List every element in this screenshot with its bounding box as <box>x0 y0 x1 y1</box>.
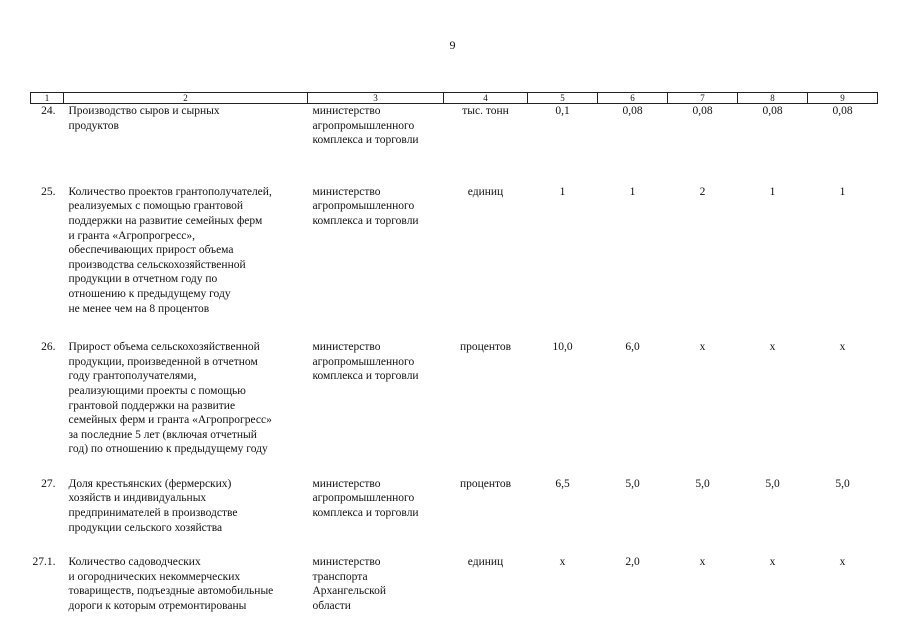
ministry-line: министерство <box>312 477 381 490</box>
table-row <box>31 477 878 535</box>
indicator-name-line: продукции, произведенной в отчетном <box>68 355 258 368</box>
indicator-name-line: году грантополучателями, <box>68 370 197 383</box>
indicator-name-line: реализующими проекты с помощью <box>68 384 246 397</box>
unit-of-measure: единиц <box>467 556 504 569</box>
unit-of-measure: единиц <box>467 185 504 198</box>
indicator-name-line: товариществ, подъездные автомобильные <box>68 585 274 598</box>
indicator-name <box>64 477 308 535</box>
table-row <box>31 104 878 148</box>
indicator-name-line: Производство сыров и сырных <box>68 105 220 117</box>
column-number: 6 <box>598 93 668 104</box>
ministry-line: комплекса и торговли <box>312 214 419 227</box>
ministry-line: агропромышленного <box>312 492 415 505</box>
indicator-name-line: Количество проектов грантополучателей, <box>68 185 272 198</box>
indicator-value: 5,0 <box>625 477 640 490</box>
column-number: 5 <box>528 93 598 104</box>
indicator-name-line: дороги к которым отремонтированы <box>68 600 247 613</box>
table-body <box>31 104 878 614</box>
indicator-name-line: Доля крестьянских (фермерских) <box>68 477 232 490</box>
indicator-value: 10,0 <box>552 341 573 354</box>
indicator-value: х <box>839 556 846 569</box>
column-number: 2 <box>64 93 308 104</box>
responsible-ministry <box>308 104 444 148</box>
indicator-name-line: отношению к предыдущему году <box>68 287 231 300</box>
column-number: 3 <box>308 93 444 104</box>
indicator-name-line: Количество садоводческих <box>68 556 201 569</box>
indicators-table <box>30 92 878 614</box>
row-spacer-cell <box>31 535 878 555</box>
ministry-line: области <box>312 600 351 613</box>
indicator-value: 2 <box>699 185 706 198</box>
ministry-line: агропромышленного <box>312 355 415 368</box>
unit-of-measure: тыс. тонн <box>462 105 509 117</box>
table-row <box>31 555 878 613</box>
indicator-value: 0,08 <box>832 105 853 117</box>
indicator-name-line: год) по отношению к предыдущему году <box>68 443 268 456</box>
unit-of-measure: процентов <box>459 477 512 490</box>
indicator-value: 0,08 <box>762 105 783 117</box>
ministry-line: министерство <box>312 556 381 569</box>
indicator-name <box>64 555 308 613</box>
indicator-name-line: и гранта «Агропрогресс», <box>68 229 196 242</box>
responsible-ministry <box>308 340 444 457</box>
indicator-name-line: семейных ферм и гранта «Агропрогресс» <box>68 414 272 427</box>
indicator-value: х <box>769 341 776 354</box>
indicator-name-line: предпринимателей в производстве <box>68 507 238 520</box>
indicator-name <box>64 185 308 316</box>
indicator-name-line: продукции сельского хозяйства <box>68 521 223 534</box>
indicator-value: 1 <box>559 185 566 198</box>
row-spacer <box>31 148 878 185</box>
indicator-name-line: за последние 5 лет (включая отчетный <box>68 428 257 441</box>
indicator-value: 0,08 <box>692 105 713 117</box>
indicator-value: 5,0 <box>695 477 710 490</box>
indicator-name-line: продуктов <box>68 119 119 132</box>
indicator-name-line: грантовой поддержки на развитие <box>68 399 236 412</box>
indicator-value: 5,0 <box>835 477 850 490</box>
column-number: 7 <box>668 93 738 104</box>
indicator-value: 6,5 <box>555 477 570 490</box>
row-number: 26. <box>41 341 56 354</box>
indicator-value: 0,08 <box>622 105 643 117</box>
ministry-line: агропромышленного <box>312 200 415 213</box>
row-number: 27. <box>41 477 56 490</box>
column-number-header <box>31 93 878 104</box>
indicator-name-line: не менее чем на 8 процентов <box>68 302 210 315</box>
table-row <box>31 185 878 316</box>
row-spacer-cell <box>31 148 878 185</box>
row-spacer <box>31 316 878 340</box>
ministry-line: Архангельской <box>312 585 387 598</box>
page-number: 9 <box>449 38 456 52</box>
table-row <box>31 340 878 457</box>
indicator-value: х <box>699 341 706 354</box>
row-number: 25. <box>41 185 56 198</box>
indicator-value: 1 <box>839 185 846 198</box>
indicator-value: х <box>769 556 776 569</box>
row-number: 27.1. <box>32 556 56 569</box>
ministry-line: министерство <box>312 105 381 117</box>
ministry-line: комплекса и торговли <box>312 370 419 383</box>
indicator-value: 6,0 <box>625 341 640 354</box>
indicator-name-line: обеспечивающих прирост объема <box>68 244 234 257</box>
row-spacer <box>31 535 878 555</box>
indicator-value: х <box>699 556 706 569</box>
row-spacer-cell <box>31 316 878 340</box>
indicator-name-line: и огороднических некоммерческих <box>68 570 241 583</box>
responsible-ministry <box>308 477 444 535</box>
indicator-name <box>64 340 308 457</box>
ministry-line: министерство <box>312 185 381 198</box>
indicator-name-line: производства сельскохозяйственной <box>68 258 246 271</box>
row-number: 24. <box>41 105 56 117</box>
ministry-line: комплекса и торговли <box>312 134 419 147</box>
column-number: 8 <box>738 93 808 104</box>
indicator-name-line: Прирост объема сельскохозяйственной <box>68 341 260 354</box>
indicator-name-line: реализуемых с помощью грантовой <box>68 200 244 213</box>
indicator-name <box>64 104 308 148</box>
ministry-line: комплекса и торговли <box>312 507 419 520</box>
ministry-line: транспорта <box>312 570 368 583</box>
column-number: 1 <box>31 93 64 104</box>
indicator-name-line: хозяйств и индивидуальных <box>68 492 207 505</box>
responsible-ministry <box>308 555 444 613</box>
responsible-ministry <box>308 185 444 316</box>
ministry-line: министерство <box>312 341 381 354</box>
indicator-value: х <box>559 556 566 569</box>
indicator-value: 1 <box>769 185 776 198</box>
indicator-value: 1 <box>629 185 636 198</box>
row-spacer <box>31 457 878 477</box>
indicator-value: 5,0 <box>765 477 780 490</box>
unit-of-measure: процентов <box>459 341 512 354</box>
row-spacer-cell <box>31 457 878 477</box>
indicator-name-line: поддержки на развитие семейных ферм <box>68 214 263 227</box>
indicator-value: х <box>839 341 846 354</box>
column-number: 9 <box>808 93 878 104</box>
column-number: 4 <box>444 93 528 104</box>
ministry-line: агропромышленного <box>312 119 415 132</box>
indicator-value: 0,1 <box>555 105 570 117</box>
indicator-name-line: продукции в отчетном году по <box>68 273 218 286</box>
indicator-value: 2,0 <box>625 556 640 569</box>
